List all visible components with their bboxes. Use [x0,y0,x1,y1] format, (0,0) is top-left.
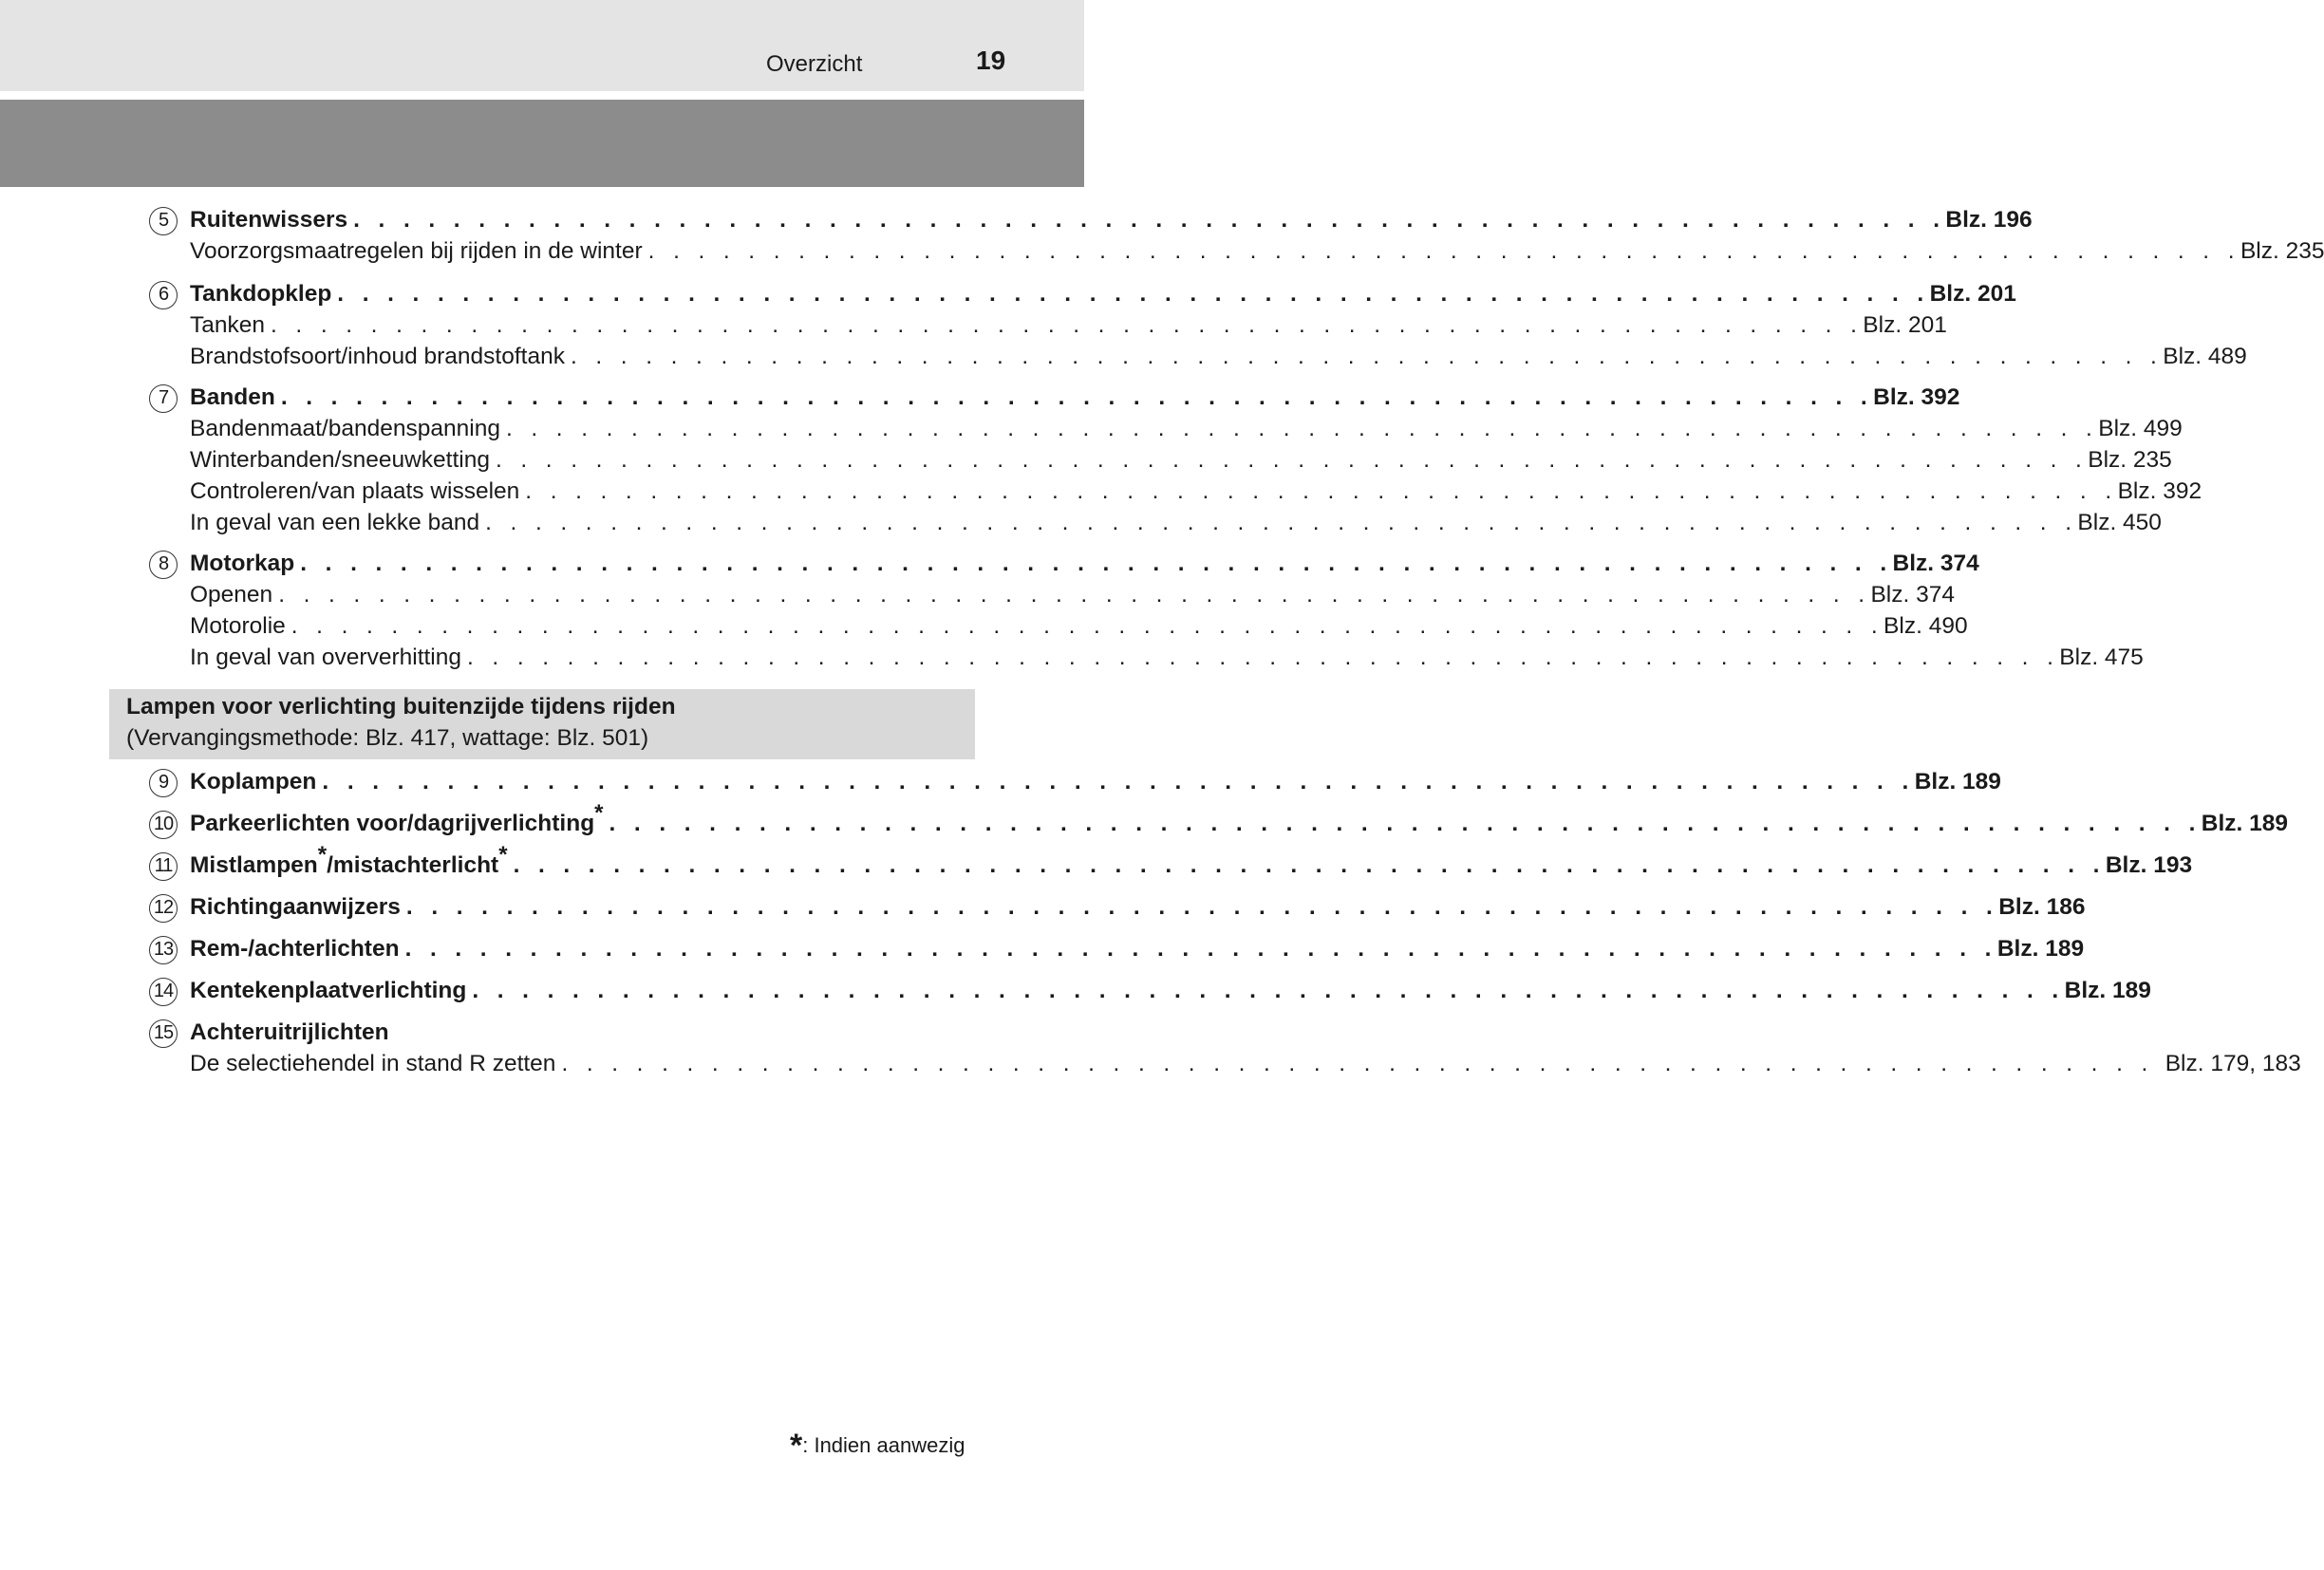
entry-title: Richtingaanwijzers [190,894,401,920]
page-reference: Blz. 499 [2098,416,2183,441]
dot-leader: . . . . . . . . . . . . . . . . . . . . . . . . . . . . . . . . . . . . . . . . . . . . . . . . . . . . . . . . . . . . . . . . [525,478,2118,504]
entry-richtingaanwijzers [190,892,2086,923]
entry-title: Ruitenwissers [190,207,348,233]
item-number-10: 10 [149,811,178,839]
entry-title-text: Parkeerlichten voor/dagrijverlichting [190,811,595,836]
sub-entry-title: Bandenmaat/bandenspanning [190,416,500,441]
dot-leader: . . . . . . . . . . . . . . . . . . . . . . . . . . . . . . . . . . . . . . . . . . . . . . . . . . . . . . . . . . . . . . . . [570,344,2164,369]
entry-parkeerlichten [190,799,2289,839]
page-header [0,0,1084,91]
section-title: Overzicht [766,51,863,77]
entry-motorkap [190,549,1979,579]
dot-leader: . . . . . . . . . . . . . . . . . . . . . . . . . . . . . . . . . . . . . . . . . . . . . . . . . . . . . . . . . . . . . . . . [322,769,1915,794]
entry-title: Koplampen [190,769,317,794]
dot-leader: . . . . . . . . . . . . . . . . . . . . . . . . . . . . . . . . . . . . . . . . . . . . . . . . . . . . . . . . . . . . . . . . [271,312,1864,338]
dot-leader: . . . . . . . . . . . . . . . . . . . . . . . . . . . . . . . . . . . . . . . . . . . . . . . . . . . . . . . . . . . . . . . . [337,281,1930,307]
sub-entry [190,508,2162,538]
sub-entry [190,310,1947,341]
sub-entry [190,477,2202,507]
sub-entry-title: Tanken [190,312,266,338]
dot-leader: . . . . . . . . . . . . . . . . . . . . . . . . . . . . . . . . . . . . . . . . . . . . . . . . . . . . . . . . . . . . . . . . [405,894,1999,920]
sub-entry-title: Openen [190,582,273,607]
dot-leader: . . . . . . . . . . . . . . . . . . . . . . . . . . . . . . . . . . . . . . . . . . . . . . . . . . . . . . . . . . . . . . . . [278,582,1871,607]
sub-entry-title: Voorzorgsmaatregelen bij rijden in de winter [190,238,643,264]
lamp-section-box [109,689,975,759]
entry-kentekenplaatverlichting [190,976,2151,1006]
sub-entry [190,643,2144,673]
page-reference: Blz. 490 [1884,613,1968,639]
dot-leader: . . . . . . . . . . . . . . . . . . . . . . . . . . . . . . . . . . . . . . . . . . . . . . . . . . . . . . . . . . . . . . . . [300,551,1893,576]
dot-leader: . . . . . . . . . . . . . . . . . . . . . . . . . . . . . . . . . . . . . . . . . . . . . . . . . . . . . . . . . . . . . . . . [609,811,2202,836]
page-reference: Blz. 189 [2201,811,2289,836]
page-reference: Blz. 392 [1873,384,1960,410]
entry-title: Achteruitrijlichten [190,1019,389,1045]
sub-entry-title: In geval van een lekke band [190,510,480,535]
sub-entry-title: Controleren/van plaats wisselen [190,478,520,504]
entry-title [190,799,604,839]
item-number-9: 9 [149,769,178,797]
page-reference: Blz. 189 [1914,769,2001,794]
page-reference: Blz. 235 [2088,447,2172,473]
entry-title: Kentekenplaatverlichting [190,978,467,1003]
header-band [0,100,1084,187]
page-reference: Blz. 392 [2117,478,2202,504]
sub-entry [190,414,2183,444]
sub-entry-title: In geval van oververhitting [190,645,461,670]
sub-entry [190,1049,2301,1079]
optional-star: * [317,841,328,868]
page-reference: Blz. 201 [1863,312,1947,338]
item-number-15: 15 [149,1019,178,1048]
footnote-text: : Indien aanwezig [802,1433,965,1457]
page-reference: Blz. 193 [2105,852,2193,878]
entry-title-text: Mistlampen [190,852,318,878]
item-number-11: 11 [149,852,178,881]
dot-leader: . . . . . . . . . . . . . . . . . . . . . . . . . . . . . . . . . . . . . . . . . . . . . . . . . . . . . . . . . . . . . . . . [485,510,2078,535]
dot-leader: . . . . . . . . . . . . . . . . . . . . . . . . . . . . . . . . . . . . . . . . . . . . . . . . . . . . . . . . . . . . . . . . [467,645,2060,670]
page-reference: Blz. 201 [1929,281,2016,307]
optional-star: * [498,841,508,868]
dot-leader: . . . . . . . . . . . . . . . . . . . . . . . . . . . . . . . . . . . . . . . . . . . . . . . . . . . . . . . . . . . . . . . . [647,238,2240,264]
page-reference: Blz. 189 [2064,978,2151,1003]
sub-entry [190,611,1968,642]
lamp-section-title: Lampen voor verlichting buitenzijde tijdens rijden [126,694,676,720]
sub-entry-title: Motorolie [190,613,286,639]
entry-title: Tankdopklep [190,281,332,307]
entry-title: Motorkap [190,551,295,576]
entry-ruitenwissers [190,205,2033,235]
entry-mistlampen [190,841,2193,881]
page-number: 19 [976,46,1006,75]
sub-entry-title: Winterbanden/sneeuwketting [190,447,490,473]
sub-entry [190,342,2247,372]
entry-remlichten [190,934,2085,964]
page-reference: Blz. 189 [1996,936,2085,962]
entry-tankdopklep [190,279,2016,309]
entry-title: Rem-/achterlichten [190,936,400,962]
entry-title: Banden [190,384,275,410]
footnote-star: * [790,1428,803,1464]
page-reference: Blz. 186 [1998,894,2086,920]
dot-leader: . . . . . . . . . . . . . . . . . . . . . . . . . . . . . . . . . . . . . . . . . . . . . . . . . . . . . . . . . . . . . . . . [561,1051,2154,1076]
item-number-5: 5 [149,207,178,235]
dot-leader: . . . . . . . . . . . . . . . . . . . . . . . . . . . . . . . . . . . . . . . . . . . . . . . . . . . . . . . . . . . . . . . . [472,978,2065,1003]
page-reference: Blz. 450 [2077,510,2162,535]
page-reference: Blz. 489 [2163,344,2247,369]
item-number-6: 6 [149,281,178,309]
dot-leader: . . . . . . . . . . . . . . . . . . . . . . . . . . . . . . . . . . . . . . . . . . . . . . . . . . . . . . . . . . . . . . . . [280,384,1874,410]
footnote [790,1424,965,1464]
dot-leader: . . . . . . . . . . . . . . . . . . . . . . . . . . . . . . . . . . . . . . . . . . . . . . . . . . . . . . . . . . . . . . . . [290,613,1884,639]
page-reference: Blz. 374 [1892,551,1979,576]
lamp-section-subtitle: (Vervangingsmethode: Blz. 417, wattage: Blz. 501) [126,725,649,751]
item-number-14: 14 [149,978,178,1006]
sub-entry [190,236,2324,267]
dot-leader: . . . . . . . . . . . . . . . . . . . . . . . . . . . . . . . . . . . . . . . . . . . . . . . . . . . . . . . . . . . . . . . . [495,447,2089,473]
entry-banden [190,383,1960,413]
entry-title-text: /mistachterlicht [327,852,499,878]
page-reference: Blz. 235 [2240,238,2324,264]
item-number-12: 12 [149,894,178,923]
sub-entry-title: De selectiehendel in stand R zetten [190,1051,556,1076]
optional-star: * [594,799,604,826]
dot-leader: . . . . . . . . . . . . . . . . . . . . . . . . . . . . . . . . . . . . . . . . . . . . . . . . . . . . . . . . . . . . . . . . [404,936,1997,962]
sub-entry-title: Brandstofsoort/inhoud brandstoftank [190,344,565,369]
entry-koplampen [190,767,2001,797]
entry-title [190,841,508,881]
page-reference: Blz. 196 [1945,207,2033,233]
dot-leader: . . . . . . . . . . . . . . . . . . . . . . . . . . . . . . . . . . . . . . . . . . . . . . . . . . . . . . . . . . . . . . . . [353,207,1946,233]
page-reference: Blz. 475 [2059,645,2144,670]
dot-leader: . . . . . . . . . . . . . . . . . . . . . . . . . . . . . . . . . . . . . . . . . . . . . . . . . . . . . . . . . . . . . . . . [505,416,2099,441]
entry-achteruitrijlichten [190,1018,931,1048]
sub-entry [190,445,2172,476]
sub-entry [190,580,1955,610]
item-number-8: 8 [149,551,178,579]
item-number-7: 7 [149,384,178,413]
dot-leader: . . . . . . . . . . . . . . . . . . . . . . . . . . . . . . . . . . . . . . . . . . . . . . . . . . . . . . . . . . . . . . . . [513,852,2106,878]
page-reference: Blz. 374 [1870,582,1955,607]
item-number-13: 13 [149,936,178,964]
page-reference: Blz. 179, 183 [2165,1051,2301,1076]
